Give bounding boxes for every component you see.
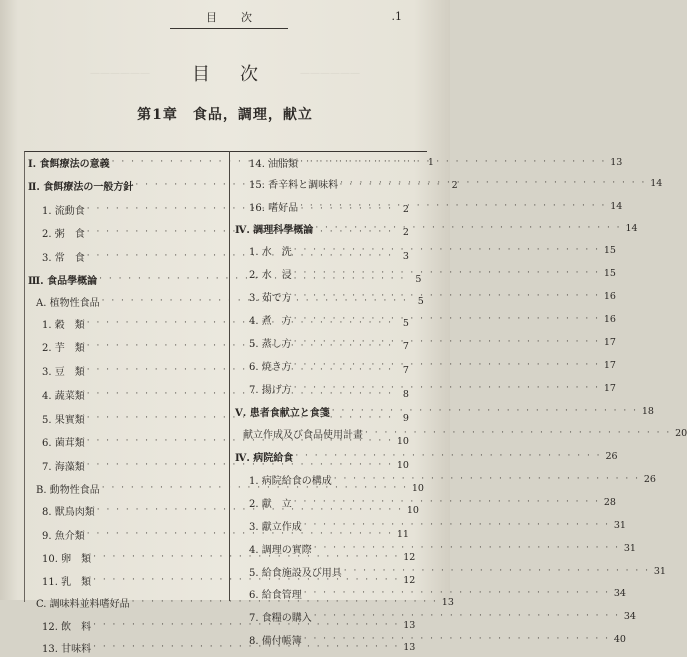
toc-entry-page: 14: [610, 200, 623, 212]
toc-entry: [233, 240, 616, 260]
leader-dots: [294, 360, 600, 370]
leader-dots: [294, 337, 600, 347]
toc-entry-label: 2. 粥 食: [42, 228, 85, 240]
toc-entry: [233, 332, 616, 352]
toc-entry-label: 2. 獻 立: [249, 498, 292, 510]
leader-dots: [304, 588, 610, 598]
toc-entry-page: 17: [603, 336, 616, 348]
leader-dots: [300, 157, 606, 167]
leader-dots: [314, 543, 620, 553]
toc-entry: [233, 355, 616, 375]
toc-entry-label: 8. 獸鳥肉類: [42, 506, 95, 518]
leader-dots: [295, 451, 601, 461]
toc-entry: [233, 152, 623, 172]
toc-entry-label: 3. 豆 類: [42, 366, 85, 378]
toc-entry-page: 15: [603, 244, 616, 256]
toc-entry-label: Ⅱ. 食餌療法の一般方針: [28, 181, 134, 193]
leader-dots: [304, 520, 610, 530]
leader-dots: [300, 201, 606, 211]
toc-entry-page: 10: [411, 482, 424, 494]
toc-entry-page: 14: [625, 222, 638, 234]
toc-entry-page: 10: [396, 435, 409, 447]
chapter-heading: 第1章 食品，調理，献立: [137, 107, 313, 123]
toc-entry-page: 5: [415, 273, 422, 285]
toc-entry-label: 1. 病院給食の構成: [249, 475, 332, 487]
toc-entry-page: 34: [613, 587, 626, 599]
toc-entry-label: 11. 乳 類: [42, 576, 92, 588]
toc-entry-label: 15. 香辛料と調味料: [249, 179, 339, 191]
toc-entry-page: 26: [605, 450, 618, 462]
leader-dots: [315, 223, 621, 233]
toc-entry-page: 31: [653, 565, 666, 577]
toc-entry-label: 3. 獻立作成: [249, 521, 302, 533]
toc-entry-label: 献立作成及び食品使用計畫: [243, 429, 363, 441]
toc-entry-label: 5. 給食施設及び用具: [249, 567, 342, 579]
toc-entry-page: 16: [603, 313, 616, 325]
leader-dots: [365, 428, 671, 438]
toc-entry-label: 7. 揚げ方: [249, 384, 292, 396]
toc-entry-page: 20: [675, 427, 687, 439]
toc-entry-page: 12: [403, 551, 416, 563]
toc-entry-label: 4. 調理の實際: [249, 544, 312, 556]
toc-entry-label: 13. 甘味料: [42, 643, 92, 655]
toc-entry-label: Ⅳ. 病院給食: [235, 452, 294, 464]
toc-entry-label: Ⅴ. 患者食献立と食箋: [235, 407, 330, 419]
toc-entry-page: 16: [603, 290, 616, 302]
toc-entry-page: 11: [396, 528, 409, 540]
toc-entry: [233, 173, 663, 193]
toc-entry-label: 3. 茹で方: [249, 292, 292, 304]
toc-entry-page: 17: [603, 359, 616, 371]
toc-entry-page: 1: [427, 156, 434, 168]
running-header: 目次: [170, 8, 288, 29]
toc-entry-page: 8: [402, 388, 409, 400]
toc-entry-page: 9: [402, 412, 409, 424]
toc-entry: [233, 263, 616, 283]
toc-entry-label: 2. 水 浸: [249, 269, 292, 281]
leader-dots: [294, 291, 600, 301]
toc-entry-label: 4. 蔬菜類: [42, 390, 85, 402]
toc-entry-page: 13: [441, 596, 454, 608]
toc-entry-label: 6. 焼き方: [249, 361, 292, 373]
toc-entry-label: 7. 食糧の購入: [249, 612, 312, 624]
toc-entry-page: 31: [613, 519, 626, 531]
toc-entry-label: 12. 飲 料: [42, 621, 92, 633]
toc-entry-page: 7: [402, 340, 409, 352]
toc-entry-label: 16. 嗜好品: [249, 202, 299, 214]
toc-entry-label: 9. 魚介類: [42, 530, 85, 542]
toc-entry-label: 10. 卵 類: [42, 553, 92, 565]
toc-entry-page: 3: [402, 250, 409, 262]
toc-entry-label: 2. 芋 類: [42, 342, 85, 354]
toc-entry: [233, 378, 616, 398]
toc-entry-label: 8. 備付帳簿: [249, 635, 302, 647]
leader-dots: [294, 245, 600, 255]
toc-entry-page: 10: [406, 504, 419, 516]
toc-entry-label: 4. 煮 方: [249, 315, 292, 327]
bleed-through-text: ——————: [300, 68, 360, 79]
toc-entry-label: C. 調味料並料嗜好品: [36, 598, 130, 610]
leader-dots: [340, 178, 646, 188]
toc-entry-label: 14. 油脂類: [249, 158, 299, 170]
toc-entry: [233, 309, 616, 329]
toc-entry-page: 40: [613, 633, 626, 645]
toc-entry-label: 3. 常 食: [42, 252, 85, 264]
leader-dots: [294, 383, 600, 393]
toc-entry-page: 13: [403, 619, 416, 631]
toc-entry-page: 2: [402, 226, 409, 238]
toc-entry-label: 7. 海藻類: [42, 461, 85, 473]
toc-entry: [233, 196, 623, 216]
toc-entry-page: 10: [396, 459, 409, 471]
toc-entry-page: 7: [402, 364, 409, 376]
toc-entry-page: 17: [603, 382, 616, 394]
page-number: .1: [391, 10, 402, 23]
bleed-through-text: ——————: [90, 68, 150, 79]
toc-entry-page: 14: [650, 177, 663, 189]
page-title: 目次: [192, 64, 288, 85]
toc-entry-label: 6. 菌茸類: [42, 437, 85, 449]
toc-entry-page: 28: [603, 496, 616, 508]
toc-entry-label: A. 植物性食品: [36, 297, 100, 309]
toc-entry-page: 31: [623, 542, 636, 554]
toc-entry-page: 5: [417, 295, 424, 307]
leader-dots: [314, 611, 620, 621]
leader-dots: [334, 474, 640, 484]
toc-entry-label: Ⅳ. 調理科學概論: [235, 224, 314, 236]
toc-entry-label: 1. 水 洗: [249, 246, 292, 258]
toc-entry: [233, 401, 654, 421]
toc-entry-label: 1. 穀 類: [42, 319, 85, 331]
toc-entry-page: 13: [403, 641, 416, 653]
toc-entry-page: 15: [603, 267, 616, 279]
toc-entry-label: Ⅰ. 食餌療法の意義: [28, 158, 110, 170]
toc-entry-page: 2: [402, 203, 409, 215]
leader-dots: [294, 497, 600, 507]
leader-dots: [294, 268, 600, 278]
toc-entry-page: 18: [641, 405, 654, 417]
leader-dots: [304, 634, 610, 644]
toc-entry-page: 5: [402, 317, 409, 329]
toc-entry-page: 12: [403, 574, 416, 586]
toc-entry-label: 6. 給食管理: [249, 589, 302, 601]
toc-entry-label: 1. 流動食: [42, 205, 85, 217]
toc-entry: [233, 286, 616, 306]
toc-entry-label: B. 動物性食品: [36, 484, 100, 496]
toc-entry-label: 5. 果實類: [42, 414, 85, 426]
toc-entry-label: 5. 蒸し方: [249, 338, 292, 350]
leader-dots: [332, 406, 638, 416]
toc-entry: [233, 218, 638, 238]
toc-entry-page: 34: [623, 610, 636, 622]
toc-entry-page: 2: [451, 179, 458, 191]
toc-entry-page: 26: [643, 473, 656, 485]
toc-entry-label: Ⅲ. 食品學概論: [28, 275, 98, 287]
leader-dots: [294, 314, 600, 324]
leader-dots: [344, 566, 650, 576]
toc-entry-page: 13: [610, 156, 623, 168]
